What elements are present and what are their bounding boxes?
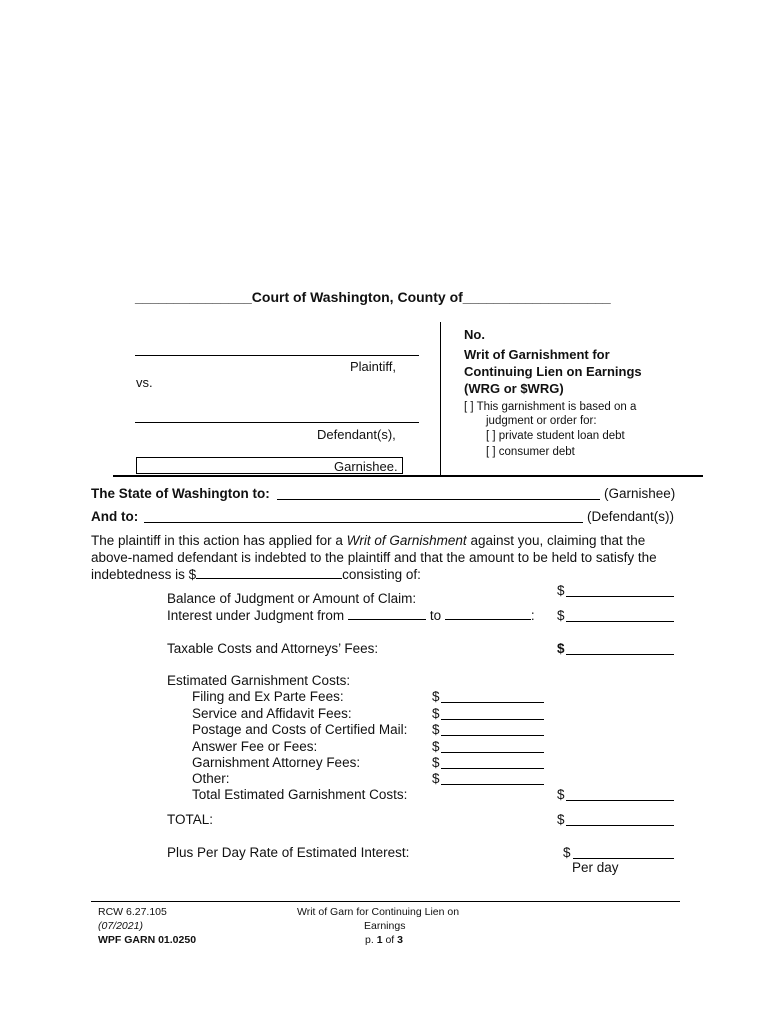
- intro-line3: [91, 567, 421, 582]
- total-est-dollar: $: [557, 787, 565, 802]
- interest-amount-field[interactable]: [566, 621, 674, 622]
- per-day-amount-field[interactable]: [573, 858, 674, 859]
- service-label: Service and Affidavit Fees:: [192, 706, 352, 721]
- interest-prefix: Interest under Judgment from: [167, 608, 345, 623]
- defendant-address-line[interactable]: [144, 522, 583, 523]
- answer-fee-amount-field[interactable]: [441, 752, 544, 753]
- service-dollar: $: [432, 706, 440, 721]
- footer-rule: [91, 901, 680, 902]
- interest-dollar: $: [557, 608, 565, 623]
- intro-italic: Writ of Garnishment: [346, 533, 467, 548]
- caption-divider: [440, 322, 441, 475]
- footer-rcw: RCW 6.27.105: [98, 906, 167, 918]
- court-title: _______________Court of Washington, County of___________________: [135, 289, 611, 305]
- answer-fee-label: Answer Fee or Fees:: [192, 739, 318, 754]
- garnishee-address-line[interactable]: [277, 499, 600, 500]
- checkbox-student-loan[interactable]: [ ] private student loan debt: [486, 430, 625, 442]
- attorney-fees-dollar: $: [432, 755, 440, 770]
- postage-label: Postage and Costs of Certified Mail:: [192, 722, 408, 737]
- plaintiff-label: Plaintiff,: [350, 359, 397, 374]
- balance-dollar: $: [557, 583, 565, 598]
- footer-page-number: [365, 934, 403, 946]
- vs-label: vs.: [136, 375, 153, 390]
- footer-title-line1: Writ of Garn for Continuing Lien on: [297, 906, 460, 918]
- checkbox-consumer-debt[interactable]: [ ] consumer debt: [486, 446, 575, 458]
- total-dollar: $: [557, 812, 565, 827]
- per-day-rate-label: Plus Per Day Rate of Estimated Interest:: [167, 845, 410, 860]
- taxable-amount-field[interactable]: [566, 654, 674, 655]
- intro-text-1: The plaintiff in this action has applied for a: [91, 533, 347, 548]
- balance-amount-field[interactable]: [566, 596, 674, 597]
- interest-colon: :: [530, 608, 535, 623]
- defendant-label: Defendant(s),: [317, 427, 396, 442]
- footer-date: (07/2021): [98, 920, 143, 932]
- form-title-line2: Continuing Lien on Earnings: [464, 364, 642, 379]
- indebtedness-suffix: consisting of:: [342, 567, 421, 582]
- answer-fee-dollar: $: [432, 739, 440, 754]
- page-prefix: p.: [365, 934, 377, 946]
- plaintiff-name-line: [135, 355, 419, 356]
- filing-label: Filing and Ex Parte Fees:: [192, 689, 344, 704]
- other-dollar: $: [432, 771, 440, 786]
- form-title-line1: Writ of Garnishment for: [464, 347, 610, 362]
- footer-title-line2: Earnings: [364, 920, 406, 932]
- page-total: 3: [397, 934, 403, 946]
- taxable-label: Taxable Costs and Attorneys’ Fees:: [167, 641, 379, 656]
- state-to-label: The State of Washington to:: [91, 486, 270, 501]
- total-label: TOTAL:: [167, 812, 214, 827]
- total-est-amount-field[interactable]: [566, 800, 674, 801]
- total-est-label: Total Estimated Garnishment Costs:: [192, 787, 408, 802]
- defendant-name-line: [135, 422, 419, 423]
- defendant-suffix: (Defendant(s)): [587, 509, 675, 524]
- interest-from-field[interactable]: [348, 619, 426, 620]
- service-amount-field[interactable]: [441, 719, 544, 720]
- checkbox-judgment-based-cont: judgment or order for:: [486, 415, 597, 427]
- intro-text-2: against you, claiming that the: [466, 533, 646, 548]
- caption-bottom-rule: [113, 475, 703, 477]
- indebtedness-amount-field[interactable]: [196, 578, 342, 579]
- garnishee-label: Garnishee.: [334, 459, 398, 474]
- per-day-label: Per day: [572, 860, 619, 875]
- other-label: Other:: [192, 771, 230, 786]
- interest-to-field[interactable]: [445, 619, 531, 620]
- other-amount-field[interactable]: [441, 784, 544, 785]
- case-number-label: No.: [464, 327, 485, 342]
- intro-line2: above-named defendant is indebted to the plaintiff and that the amount to be held to satisfy the: [91, 550, 657, 565]
- postage-dollar: $: [432, 722, 440, 737]
- taxable-dollar: $: [557, 641, 565, 656]
- and-to-label: And to:: [91, 509, 139, 524]
- attorney-fees-amount-field[interactable]: [441, 768, 544, 769]
- intro-line1: [91, 533, 645, 548]
- filing-amount-field[interactable]: [441, 702, 544, 703]
- form-title-line3: (WRG or $WRG): [464, 381, 564, 396]
- attorney-fees-label: Garnishment Attorney Fees:: [192, 755, 361, 770]
- filing-dollar: $: [432, 689, 440, 704]
- per-day-dollar: $: [563, 845, 571, 860]
- interest-to: to: [429, 608, 442, 623]
- indebtedness-prefix: indebtedness is $: [91, 567, 197, 582]
- garnishee-suffix: (Garnishee): [604, 486, 676, 501]
- postage-amount-field[interactable]: [441, 735, 544, 736]
- est-costs-heading: Estimated Garnishment Costs:: [167, 673, 351, 688]
- balance-label: Balance of Judgment or Amount of Claim:: [167, 591, 417, 606]
- page-of: of: [382, 934, 398, 946]
- total-amount-field[interactable]: [566, 825, 674, 826]
- interest-label: [167, 608, 535, 623]
- footer-form-id: WPF GARN 01.0250: [98, 934, 197, 946]
- checkbox-judgment-based[interactable]: [ ] This garnishment is based on a: [464, 401, 637, 413]
- page-current: 1: [376, 934, 383, 946]
